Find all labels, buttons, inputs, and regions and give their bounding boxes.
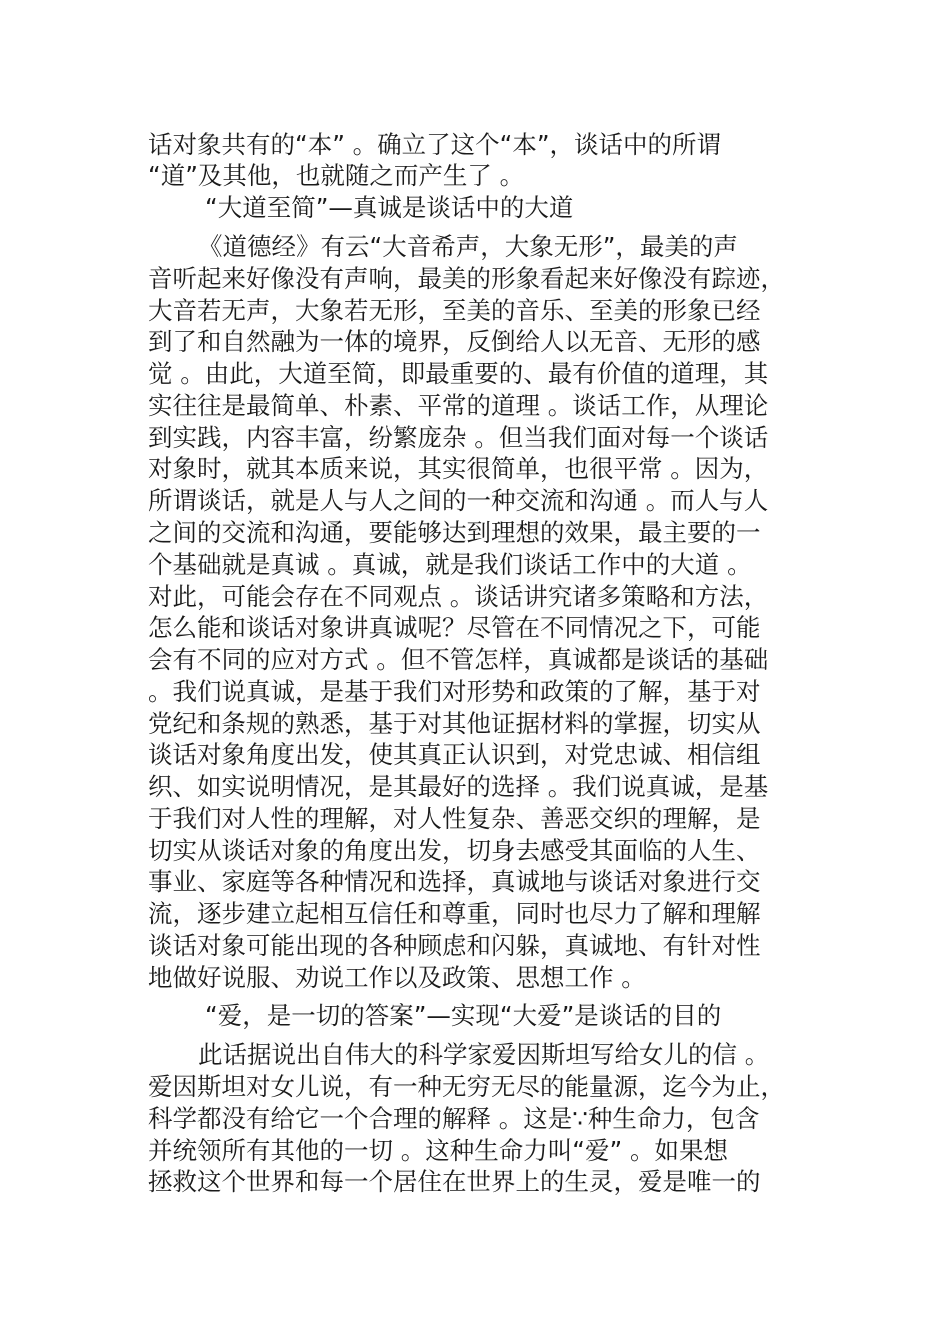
paragraph-first-line: 此话据说出自伟大的科学家爱因斯坦写给女儿的信 。 <box>198 1040 770 1069</box>
text-line: 切实从谈话对象的角度出发，切身去感受其面临的人生、 <box>148 836 761 865</box>
text-line: 地做好说服、劝说工作以及政策、思想工作 。 <box>148 963 646 992</box>
section-heading: “大道至简”—真诚是谈话中的大道 <box>205 193 574 222</box>
text-line: 音听起来好像没有声响，最美的形象看起来好像没有踪迹， <box>148 264 785 293</box>
section-heading: “爱，是一切的答案”—实现“大爱”是谈话的目的 <box>205 1001 722 1030</box>
text-line: 流，逐步建立起相互信任和尊重，同时也尽力了解和理解 <box>148 899 761 928</box>
text-line: 到了和自然融为一体的境界，反倒给人以无音、无形的感 <box>148 327 761 356</box>
text-line: 对此，可能会存在不同观点 。谈话讲究诸多策略和方法， <box>148 582 769 611</box>
text-line: 话对象共有的“本” 。确立了这个“本”，谈话中的所谓 <box>148 130 722 159</box>
text-line: 科学都没有给它一个合理的解释 。这是∵种生命力，包含 <box>148 1104 760 1133</box>
text-line: 爱因斯坦对女儿说，有一种无穷无尽的能量源，迄今为止， <box>148 1072 785 1101</box>
text-line: 觉 。由此，大道至简，即最重要的、最有价值的道理，其 <box>148 359 769 388</box>
text-line: “道”及其他，也就随之而产生了 。 <box>148 161 525 190</box>
text-line: 谈话对象角度出发，使其真正认识到，对党忠诚、相信组 <box>148 740 761 769</box>
text-line: 大音若无声，大象若无形，至美的音乐、至美的形象已经 <box>148 296 761 325</box>
text-line: 怎么能和谈话对象讲真诚呢？尽管在不同情况之下，可能 <box>148 613 761 642</box>
text-line: 个基础就是真诚 。真诚，就是我们谈话工作中的大道 。 <box>148 550 752 579</box>
text-line: 会有不同的应对方式 。但不管怎样，真诚都是谈话的基础 <box>148 645 769 674</box>
text-line: 。我们说真诚，是基于我们对形势和政策的了解，基于对 <box>148 677 761 706</box>
text-line: 到实践，内容丰富，纷繁庞杂 。但当我们面对每一个谈话 <box>148 423 769 452</box>
text-line: 并统领所有其他的一切 。这种生命力叫“爱” 。如果想 <box>148 1136 728 1165</box>
text-line: 谈话对象可能出现的各种顾虑和闪躲，真诚地、有针对性 <box>148 931 761 960</box>
text-line: 对象时，就其本质来说，其实很简单，也很平常 。因为， <box>148 454 769 483</box>
paragraph-first-line: 《道德经》有云“大音希声，大象无形”，最美的声 <box>198 232 738 261</box>
text-line: 拯救这个世界和每一个居住在世界上的生灵，爱是唯一的 <box>148 1167 761 1196</box>
text-line: 党纪和条规的熟悉，基于对其他证据材料的掌握，切实从 <box>148 709 761 738</box>
text-line: 事业、家庭等各种情况和选择，真诚地与谈话对象进行交 <box>148 867 761 896</box>
text-line: 所谓谈话，就是人与人之间的一种交流和沟通 。而人与人 <box>148 486 769 515</box>
text-line: 织、如实说明情况，是其最好的选择 。我们说真诚，是基 <box>148 772 769 801</box>
text-line: 之间的交流和沟通，要能够达到理想的效果，最主要的一 <box>148 518 761 547</box>
text-line: 于我们对人性的理解，对人性复杂、善恶交织的理解，是 <box>148 804 761 833</box>
text-line: 实往往是最简单、朴素、平常的道理 。谈话工作，从理论 <box>148 391 769 420</box>
